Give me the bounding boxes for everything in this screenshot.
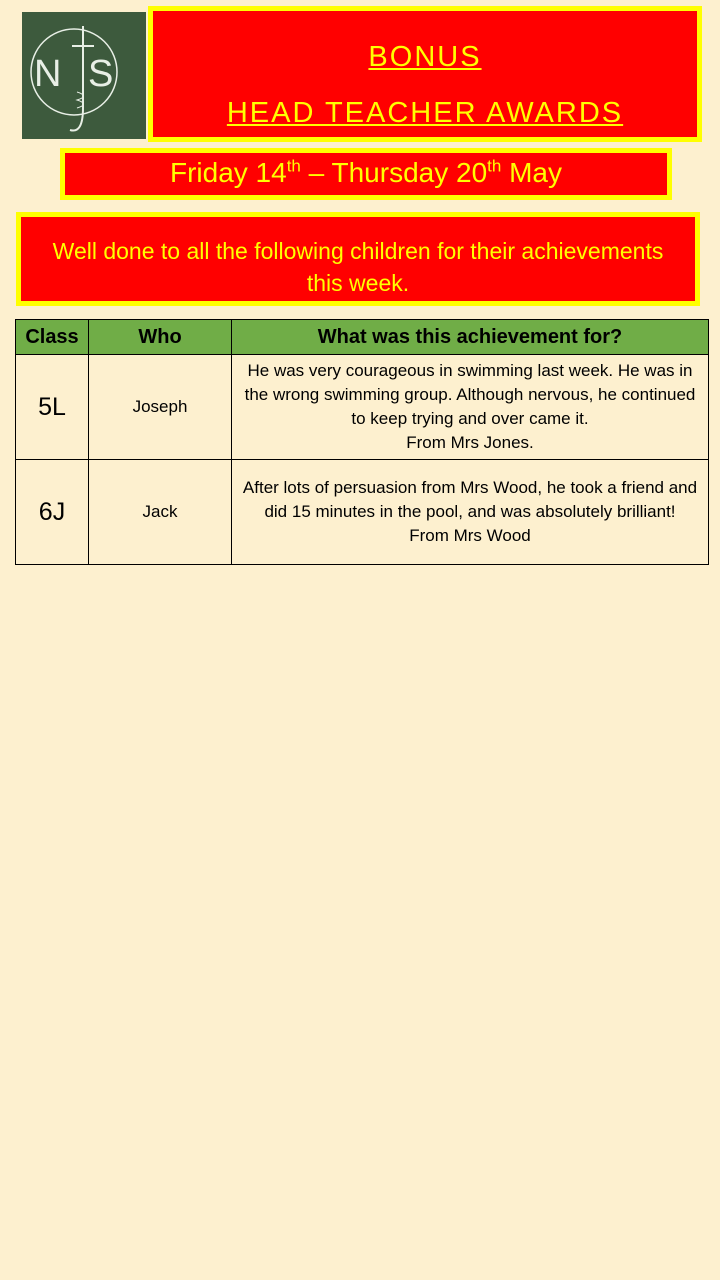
- title-banner: [148, 6, 702, 142]
- awards-table: [15, 319, 709, 565]
- date-suffix: May: [501, 157, 563, 188]
- message-text: Well done to all the following children for their achievements this week.: [52, 238, 664, 296]
- header-who: Who: [89, 320, 232, 355]
- achievement-cell: [232, 355, 709, 460]
- date-sup-1: th: [286, 156, 301, 176]
- svg-text:N: N: [34, 53, 62, 95]
- achievement-from: From Mrs Jones.: [406, 433, 534, 452]
- achievement-cell: [232, 460, 709, 565]
- title-head-teacher-awards: HEAD TEACHER AWARDS: [226, 97, 624, 129]
- svg-text:S: S: [88, 53, 114, 95]
- message-banner: [16, 212, 700, 306]
- table-row: [16, 460, 709, 565]
- date-middle: – Thursday 20: [300, 157, 488, 188]
- achievement-from: From Mrs Wood: [409, 526, 531, 545]
- table-row: [16, 355, 709, 460]
- table-header-row: [16, 320, 709, 355]
- date-sup-2: th: [487, 156, 502, 176]
- header-achievement: What was this achievement for?: [232, 320, 709, 355]
- date-banner: [60, 148, 672, 200]
- date-prefix: Friday 14: [169, 157, 287, 188]
- school-crest-icon: [22, 12, 146, 139]
- achievement-text: After lots of persuasion from Mrs Wood, he took a friend and did 15 minutes in the pool, and was absolutely brilliant!: [242, 478, 698, 521]
- class-cell: 5L: [16, 355, 89, 460]
- who-cell: Joseph: [89, 355, 232, 460]
- who-cell: Jack: [89, 460, 232, 565]
- class-cell: 6J: [16, 460, 89, 565]
- header-class: Class: [16, 320, 89, 355]
- school-logo: [22, 12, 146, 139]
- achievement-text: He was very courageous in swimming last week. He was in the wrong swimming group. Although nervous, he continued to keep trying and over came it.: [244, 361, 696, 428]
- title-bonus: BONUS: [368, 41, 482, 73]
